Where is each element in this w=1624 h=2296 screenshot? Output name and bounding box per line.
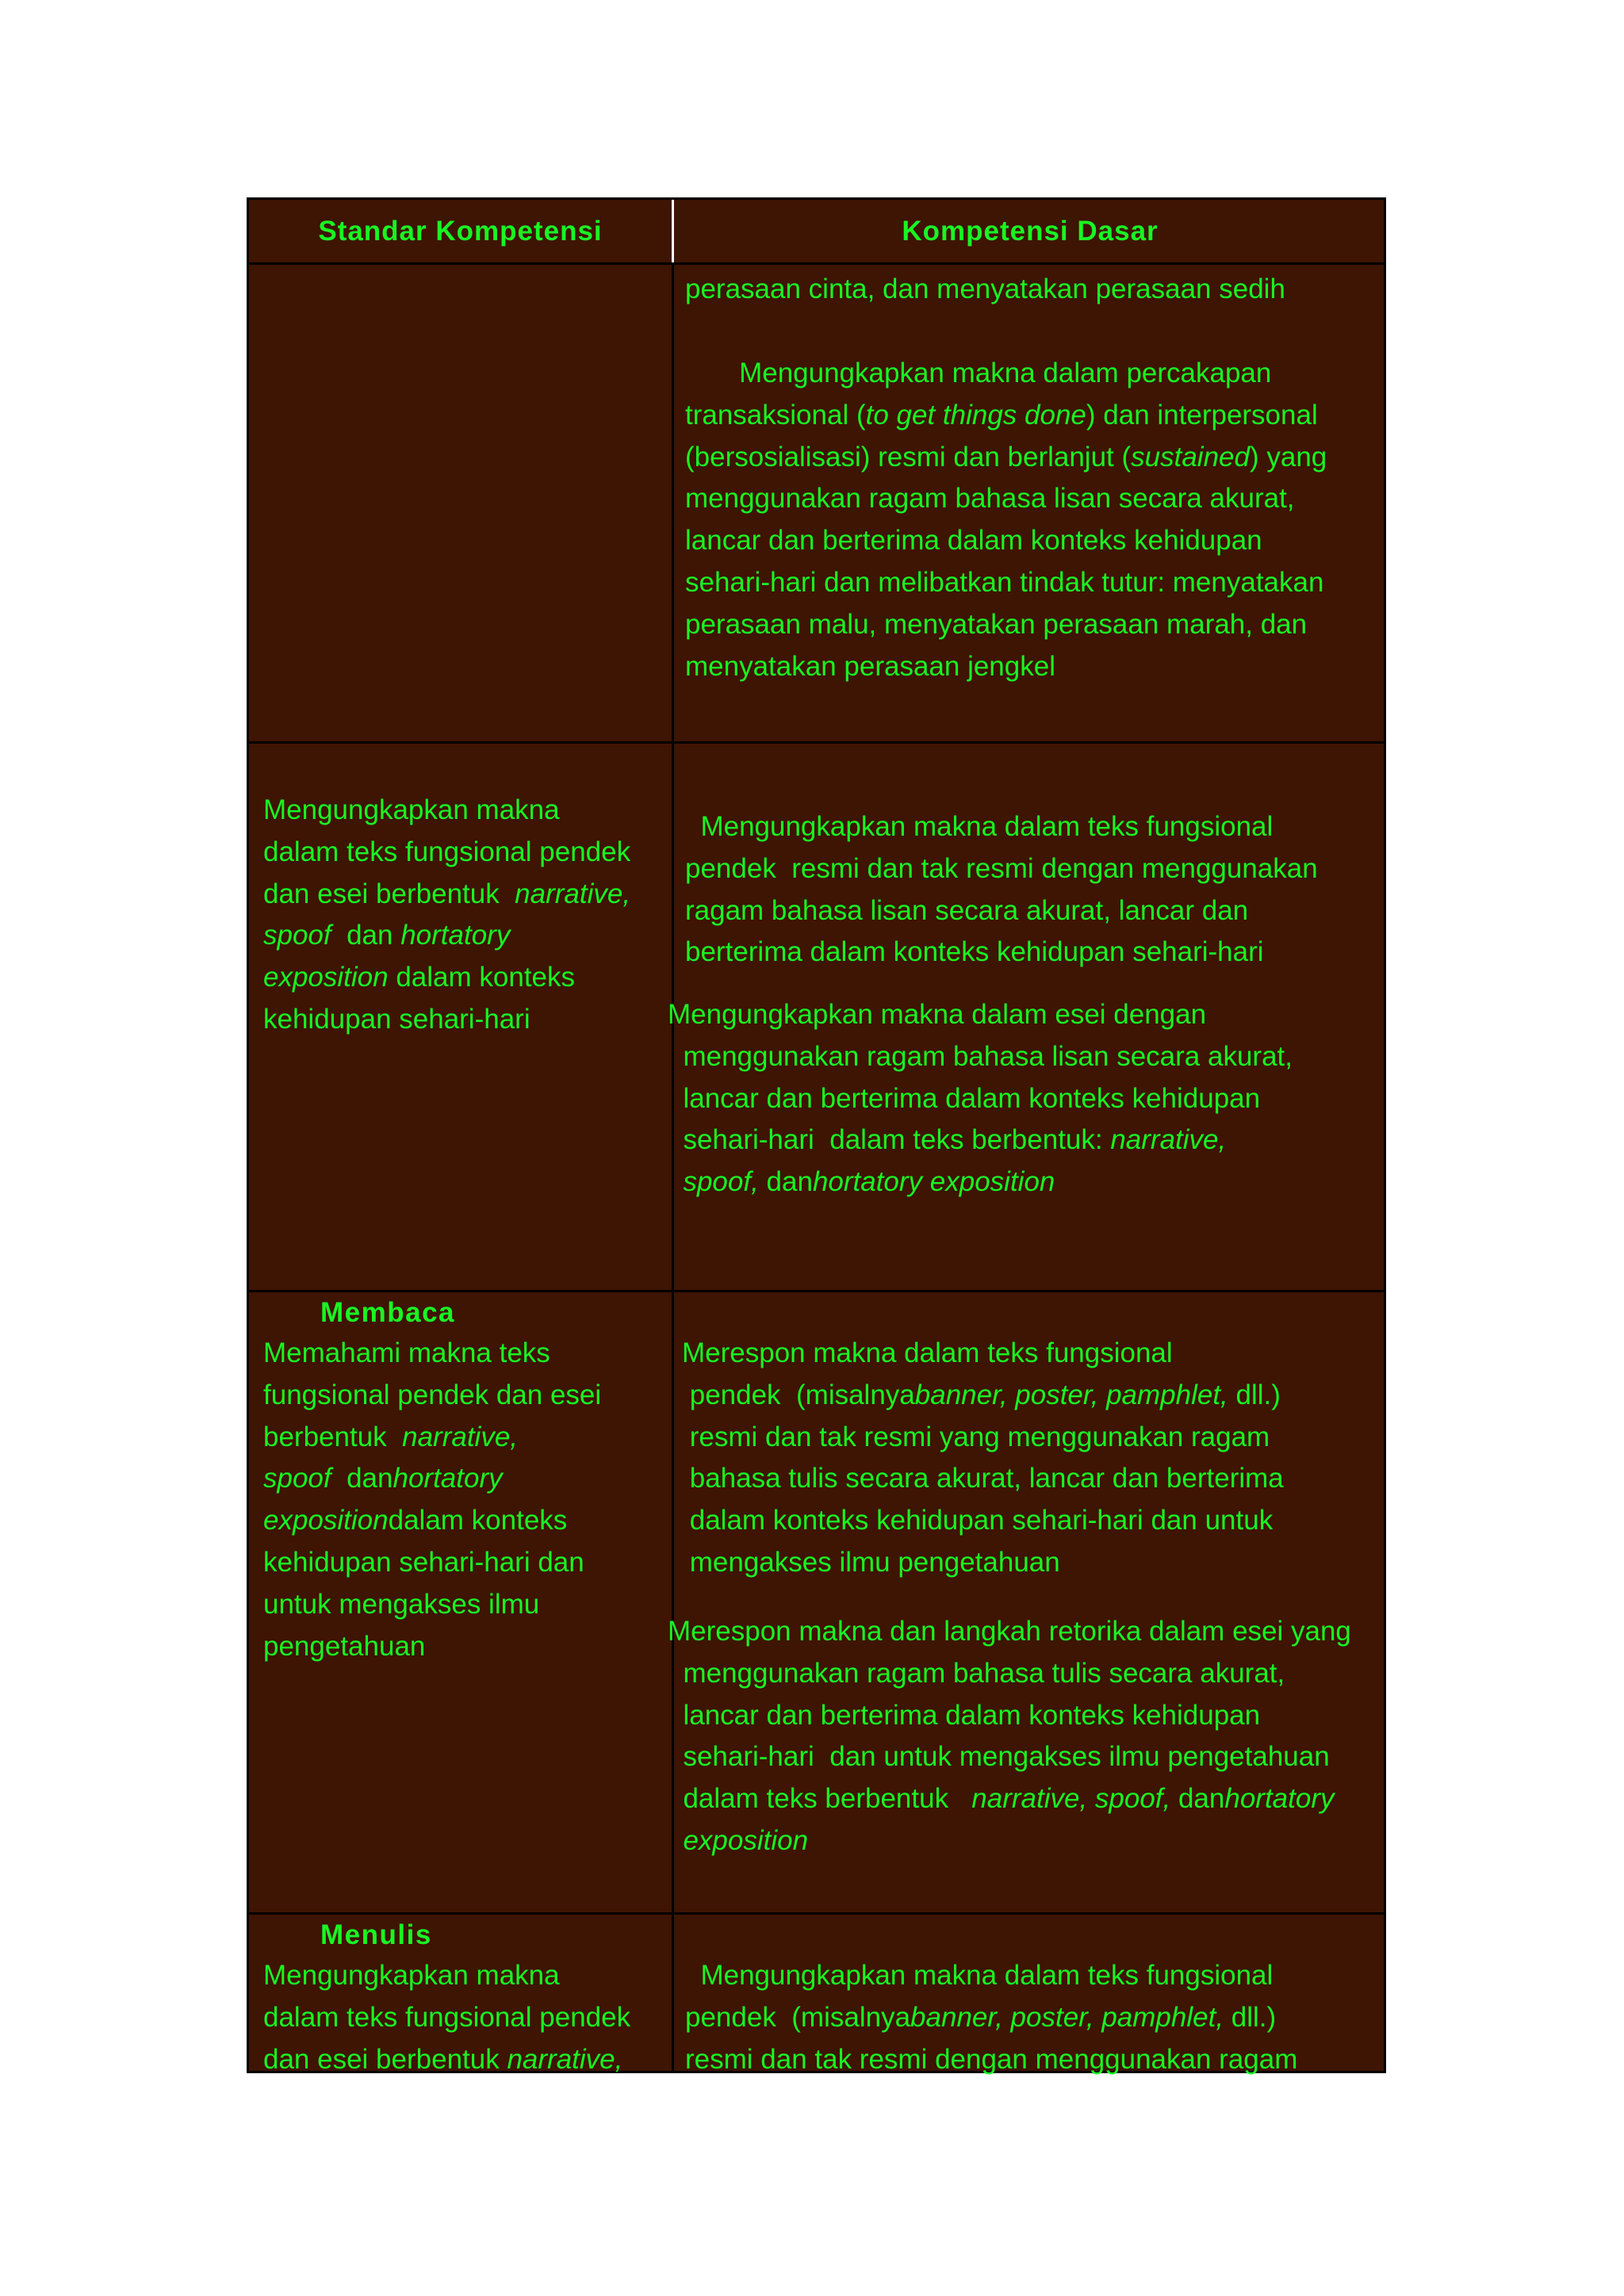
row-3-right-para-0 <box>685 1955 1297 2080</box>
text-run: dalam konteks kehidupan sehari-hari <box>263 962 576 1035</box>
text-run: Mengungkapkan makna dalam percakapan transaksional ( <box>685 358 1272 430</box>
text-run: Mengungkapkan makna dalam teks fungsional pendek dan esei berbentuk <box>263 1960 631 2075</box>
text-run: Mengungkapkan makna dalam teks fungsional pendek resmi dan tak resmi dengan menggunakan ragam bahasa lisan secara akurat, lancar dan berterima dalam konteks kehidupan sehari-hari <box>685 811 1318 968</box>
row-0-right-para-0 <box>685 269 1285 311</box>
text-run: dan <box>339 920 401 951</box>
text-run: dan <box>1170 1783 1225 1815</box>
row-divider-header <box>249 262 1384 265</box>
text-run: Merespon makna dalam teks fungsional pendek (misalnya <box>682 1337 1173 1410</box>
text-run: dll.) resmi dan tak resmi dengan menggunakan ragam <box>685 2001 1298 2075</box>
text-run: Mengungkapkan makna dalam teks fungsional pendek dan esei berbentuk <box>263 794 631 909</box>
italic-term: hortatory exposition <box>263 920 511 993</box>
italic-term: narrative, spoof <box>263 878 631 951</box>
row-2-left-text <box>263 1333 601 1667</box>
italic-term: banner, poster, pamphlet, <box>914 1379 1228 1410</box>
italic-term: sustained <box>1131 441 1250 473</box>
row-3-left-text <box>263 1955 630 2080</box>
competency-table <box>247 197 1386 2073</box>
italic-term: hortatory exposition <box>263 1463 503 1536</box>
text-run: ) dan interpersonal (bersosialisasi) resmi dan berlanjut ( <box>685 399 1318 473</box>
italic-term: narrative, spoof, <box>683 1124 1227 1198</box>
row-2-right-para-1 <box>668 1611 1351 1862</box>
row-divider-1 <box>249 741 1384 744</box>
text-run: Mengungkapkan makna dalam esei dengan menggunakan ragam bahasa lisan secara akurat, lancar dan berterima dalam konteks kehidupan sehari-hari dalam teks berbentuk: <box>668 999 1293 1156</box>
text-run: perasaan cinta, dan menyatakan perasaan sedih <box>685 274 1285 304</box>
row-1-right-para-1 <box>668 994 1293 1203</box>
row-1-right-para-0 <box>685 806 1318 974</box>
italic-term: narrative, spoof, <box>971 1783 1171 1815</box>
row-2-right-para-0 <box>682 1333 1284 1584</box>
text-run: dll.) resmi dan tak resmi yang menggunakan ragam bahasa tulis secara akurat, lancar dan berterima dalam konteks kehidupan sehari-hari dan untuk mengakses ilmu pengetahuan <box>689 1379 1284 1578</box>
row-3-heading-menulis: Menulis <box>320 1919 432 1950</box>
italic-term: to get things done <box>865 399 1086 430</box>
text-run: Memahami makna teks fungsional pendek dan esei berbentuk <box>263 1337 602 1452</box>
header-standar-kompetensi: Standar Kompetensi <box>318 216 603 247</box>
italic-term: hortatory exposition <box>812 1166 1055 1198</box>
text-run: Merespon makna dan langkah retorika dalam esei yang menggunakan ragam bahasa tulis secara akurat, lancar dan berterima dalam konteks kehidupan sehari-hari dan untuk mengakses ilmu pengetahuan dalam teks berbentuk <box>668 1616 1351 1815</box>
row-0-right-para-1 <box>685 353 1327 687</box>
italic-term: narrative, <box>507 2043 623 2075</box>
row-2-heading-membaca: Membaca <box>320 1297 456 1328</box>
italic-term: banner, poster, pamphlet, <box>910 2001 1224 2033</box>
text-run: dan <box>758 1166 813 1198</box>
row-1-left-text <box>263 790 630 1041</box>
text-run: Mengungkapkan makna dalam teks fungsional pendek (misalnya <box>685 1960 1274 2033</box>
text-run: dan <box>339 1463 393 1494</box>
italic-term: hortatory exposition <box>683 1783 1335 1856</box>
header-separator <box>672 200 674 262</box>
text-run: ) yang menggunakan ragam bahasa lisan secara akurat, lancar dan berterima dalam konteks kehidupan sehari-hari dan melibatkan tindak tutur: menyatakan perasaan malu, menyatakan perasaan marah, dan menyatakan perasaan jengkel <box>685 441 1327 682</box>
text-run: dalam konteks kehidupan sehari-hari dan untuk mengakses ilmu pengetahuan <box>263 1505 584 1662</box>
header-kompetensi-dasar: Kompetensi Dasar <box>902 216 1159 247</box>
italic-term: narrative, spoof <box>263 1421 519 1494</box>
